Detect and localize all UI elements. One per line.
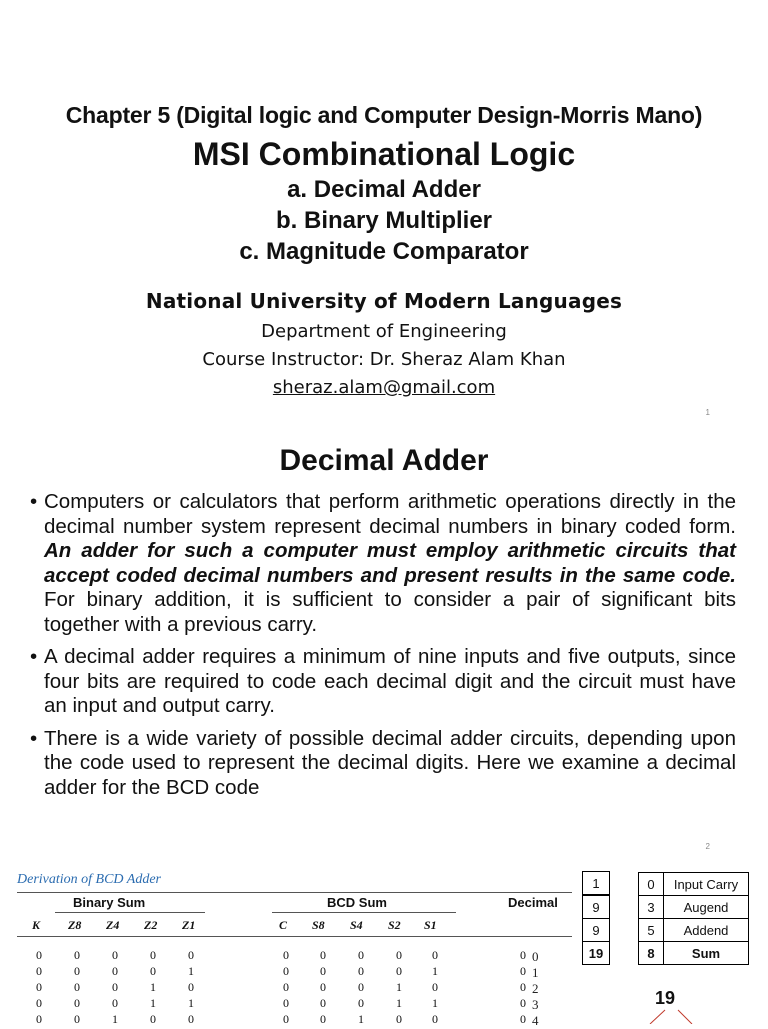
sum-cell-total: 19 [582, 941, 610, 965]
page-number: 2 [705, 842, 710, 851]
bullet-text: For binary addition, it is sufficient to consider a pair of significant bits together with a previous carry. [44, 588, 736, 636]
binary-sum-header: Binary Sum [73, 895, 146, 910]
binary-cell: 0 [36, 964, 42, 978]
bullet-dot: • [30, 490, 38, 513]
example-value: 0 [638, 872, 664, 896]
binary-cell: 0 [188, 980, 194, 994]
col-header: Z2 [144, 918, 158, 932]
bcd-cell: 0 [432, 948, 438, 962]
title-slide [0, 0, 768, 430]
binary-cell: 0 [36, 980, 42, 994]
bcd-cell: 0 [283, 996, 289, 1010]
handwritten-digit: 0 [532, 949, 539, 964]
bcd-cell: 0 [320, 980, 326, 994]
bcd-cell: 0 [283, 964, 289, 978]
tree-branch-right [678, 1010, 692, 1024]
topic-a: a. Decimal Adder [287, 176, 481, 203]
bullet-text: There is a wide variety of possible decimal adder circuits, depending upon the code used to represent the decimal digits. Here we examine a decimal adder for the BCD code [44, 726, 736, 799]
binary-cell: 0 [112, 964, 118, 978]
decimal-cell: 0 [520, 980, 526, 994]
binary-cell: 0 [74, 1012, 80, 1026]
example-label: Augend [663, 895, 749, 919]
col-header: S8 [312, 918, 325, 932]
bcd-adder-slide [0, 860, 768, 1028]
email-link[interactable]: sheraz.alam@gmail.com [272, 377, 496, 398]
instructor: Course Instructor: Dr. Sheraz Alam Khan [202, 349, 566, 370]
binary-cell: 0 [74, 964, 80, 978]
handwritten-digit: 4 [532, 1013, 539, 1028]
bcd-cell: 0 [320, 1012, 326, 1026]
bcd-cell: 1 [432, 964, 438, 978]
bcd-sum-rule [272, 912, 456, 913]
col-header: K [32, 918, 41, 932]
example-label: Sum [663, 941, 749, 965]
binary-cell: 1 [150, 996, 156, 1010]
bullet-item [30, 645, 736, 719]
bcd-cell: 0 [358, 964, 364, 978]
bcd-cell: 1 [432, 996, 438, 1010]
decimal-header: Decimal [508, 895, 558, 910]
col-header: C [279, 918, 288, 932]
handwritten-digit: 3 [532, 997, 539, 1012]
sum-cell: 1 [582, 871, 610, 895]
example-value: 3 [638, 895, 664, 919]
binary-cell: 0 [112, 980, 118, 994]
binary-cell: 0 [150, 964, 156, 978]
bcd-cell: 0 [320, 948, 326, 962]
sum-cell: 9 [582, 918, 610, 942]
bcd-cell: 1 [396, 980, 402, 994]
university-name: National University of Modern Languages [145, 289, 623, 313]
binary-sum-rule [55, 912, 205, 913]
bcd-sum-header: BCD Sum [327, 895, 387, 910]
col-header: Z1 [182, 918, 196, 932]
bcd-cell: 0 [358, 996, 364, 1010]
col-header: S2 [388, 918, 401, 932]
binary-cell: 1 [188, 996, 194, 1010]
bcd-cell: 0 [396, 964, 402, 978]
bcd-cell: 0 [396, 1012, 402, 1026]
binary-cell: 0 [150, 948, 156, 962]
bcd-cell: 0 [432, 1012, 438, 1026]
table-title: Derivation of BCD Adder [17, 872, 162, 887]
bullet-dot: • [30, 726, 38, 750]
main-title: MSI Combinational Logic [192, 136, 576, 172]
handwritten-digit: 1 [532, 965, 539, 980]
bcd-cell: 0 [320, 964, 326, 978]
bcd-cell: 0 [320, 996, 326, 1010]
decimal-adder-slide [0, 430, 768, 860]
example-label: Input Carry [663, 872, 749, 896]
binary-cell: 0 [188, 1012, 194, 1026]
bullet-item [30, 490, 736, 637]
decimal-cell: 0 [520, 948, 526, 962]
col-header: Z8 [68, 918, 82, 932]
slide-title: Decimal Adder [279, 444, 489, 477]
binary-cell: 1 [150, 980, 156, 994]
page-number: 1 [705, 408, 710, 417]
bullet-text: A decimal adder requires a minimum of nine inputs and five outputs, since four bits are required to code each decimal digit and the circuit must have an input and output carry. [44, 645, 736, 717]
bullet-dot: • [30, 645, 38, 668]
decimal-cell: 0 [520, 964, 526, 978]
decimal-cell: 0 [520, 1012, 526, 1026]
decimal-cell: 0 [520, 996, 526, 1010]
col-header: S1 [424, 918, 437, 932]
bullet-list [30, 490, 736, 808]
binary-cell: 0 [74, 948, 80, 962]
col-header: S4 [350, 918, 363, 932]
binary-cell: 0 [36, 1012, 42, 1026]
tree-branches [640, 1008, 700, 1024]
table-rule-top [17, 892, 572, 893]
example-value: 8 [638, 941, 664, 965]
bcd-cell: 0 [358, 980, 364, 994]
bullet-item [30, 727, 736, 801]
bcd-cell: 0 [396, 948, 402, 962]
binary-cell: 0 [36, 948, 42, 962]
tree-root: 19 [655, 988, 676, 1008]
topic-c: c. Magnitude Comparator [239, 238, 529, 265]
binary-cell: 0 [74, 996, 80, 1010]
sum-cell: 9 [582, 895, 610, 919]
bullet-emphasis: An adder for such a computer must employ arithmetic circuits that accept coded decimal numbers and present results in the same code. [44, 539, 736, 587]
binary-cell: 0 [74, 980, 80, 994]
bcd-cell: 1 [396, 996, 402, 1010]
binary-cell: 0 [36, 996, 42, 1010]
example-label: Addend [663, 918, 749, 942]
department: Department of Engineering [261, 321, 507, 342]
table-rule-header [17, 936, 572, 937]
binary-cell: 0 [188, 948, 194, 962]
bcd-cell: 0 [358, 948, 364, 962]
binary-cell: 1 [188, 964, 194, 978]
binary-cell: 0 [112, 996, 118, 1010]
binary-cell: 0 [112, 948, 118, 962]
tree-branch-left [650, 1010, 665, 1024]
binary-cell: 0 [150, 1012, 156, 1026]
bcd-cell: 0 [432, 980, 438, 994]
bcd-cell: 0 [283, 980, 289, 994]
chapter-heading: Chapter 5 (Digital logic and Computer Design-Morris Mano) [65, 102, 703, 128]
bcd-cell: 1 [358, 1012, 364, 1026]
bcd-cell: 0 [283, 948, 289, 962]
topic-b: b. Binary Multiplier [275, 207, 493, 234]
handwritten-digit: 2 [532, 981, 539, 996]
col-header: Z4 [106, 918, 120, 932]
bullet-text: Computers or calculators that perform arithmetic operations directly in the decimal number system represent decimal numbers in binary coded form. [44, 490, 736, 538]
binary-cell: 1 [112, 1012, 118, 1026]
bcd-cell: 0 [283, 1012, 289, 1026]
example-value: 5 [638, 918, 664, 942]
